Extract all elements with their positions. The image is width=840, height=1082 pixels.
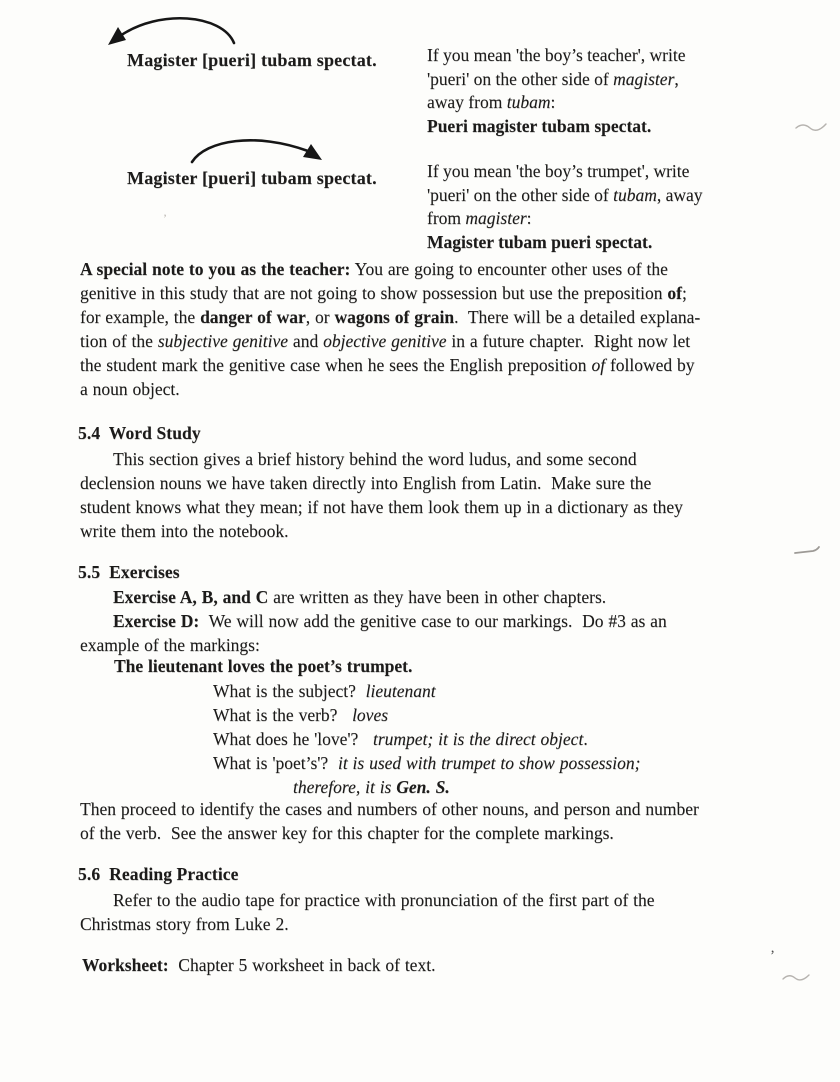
s55-example-sentence — [114, 654, 412, 678]
text-segment: What does he 'love'? — [213, 729, 373, 749]
scan-apostrophe-mark: ’ — [770, 948, 775, 964]
text-segment: genitive in this study that are not going to show possession but use the preposition — [80, 283, 668, 303]
text-segment: Refer to the audio tape for practice with pronunciation of the first part of the — [113, 890, 655, 910]
text-segment: of the verb. See the answer key for this chapter for the complete markings. — [80, 823, 614, 843]
text-segment: Exercise A, B, and C — [113, 587, 269, 607]
text-segment: from — [427, 208, 466, 228]
text-segment: You are going to encounter other uses of the — [350, 259, 668, 279]
text-segment: subjective genitive — [157, 331, 289, 351]
text-segment: of — [667, 283, 682, 303]
text-segment: 'pueri' on the other side of — [427, 184, 614, 205]
text-segment: , away — [656, 184, 703, 205]
text-segment: danger of war — [200, 307, 306, 327]
special-note-paragraph — [80, 257, 700, 401]
explanation-1 — [427, 44, 686, 138]
text-segment: Christmas story from Luke 2. — [80, 914, 289, 934]
text-segment: : — [526, 208, 532, 228]
scan-squiggle-top-right — [795, 118, 829, 134]
s54-line-1 — [80, 447, 683, 471]
qa-subject-line — [213, 679, 640, 703]
text-segment: Exercise D: — [113, 611, 200, 631]
s55-closing-line-1 — [80, 797, 699, 821]
qa-love-line — [213, 727, 640, 751]
latin-sentence-1: Magister [pueri] tubam spectat. — [127, 50, 377, 70]
text-segment: , — [674, 68, 679, 89]
note-line-3 — [80, 305, 700, 329]
explanation-2-line-2 — [427, 184, 703, 208]
text-segment: What is the subject? — [213, 681, 366, 701]
note-line-1 — [80, 257, 700, 281]
explanation-1-line-3 — [427, 91, 686, 115]
qa-conclusion-line — [213, 775, 640, 799]
text-segment: tubam — [506, 92, 551, 112]
text-segment: Then proceed to identify the cases and numbers of other nouns, and person and number — [80, 799, 699, 819]
text-segment: a noun object. — [80, 379, 180, 399]
s54-line-2 — [80, 471, 683, 495]
text-segment: . — [583, 729, 588, 749]
text-segment: tion of the — [80, 331, 158, 351]
note-line-5 — [80, 353, 700, 377]
text-segment: : — [550, 92, 556, 112]
text-segment: A special note to you as the teacher: — [80, 259, 351, 279]
text-segment: in a future chapter. Right now let — [446, 331, 691, 351]
section-5-5-intro — [80, 585, 667, 657]
explanation-2-line-4 — [427, 231, 703, 255]
latin-sentence-2: Magister [pueri] tubam spectat. — [127, 168, 377, 188]
explanation-1-line-1 — [427, 44, 686, 68]
text-segment: therefore, it is — [293, 777, 397, 797]
text-segment: the student mark the genitive case when he sees the English preposition — [80, 355, 592, 375]
text-segment: for example, the — [80, 307, 201, 327]
text-segment: wagons of grain — [334, 307, 455, 327]
explanation-2-line-3 — [427, 207, 703, 231]
section-heading-5-5: 5.5 Exercises — [78, 562, 180, 582]
text-segment: . There will be a detailed explana- — [454, 307, 701, 327]
curved-arrow-to-right-icon — [186, 134, 334, 168]
note-line-6 — [80, 377, 700, 401]
text-segment: followed by — [605, 355, 695, 375]
text-segment: 'pueri' on the other side of — [427, 68, 614, 89]
s55-exercise-abc-line — [80, 585, 667, 609]
s54-line-3 — [80, 495, 683, 519]
qa-verb-line — [213, 703, 640, 727]
curved-arrow-to-left-icon — [104, 12, 244, 54]
text-segment: trumpet; it is the direct object — [372, 729, 584, 749]
explanation-2 — [427, 160, 703, 254]
scan-speck-left: ’ — [163, 211, 167, 225]
text-segment: What is 'poet’s'? — [213, 753, 338, 773]
s56-line-2 — [80, 912, 655, 936]
text-segment: away from — [427, 92, 507, 112]
s55-exercise-d-line — [80, 609, 667, 633]
text-segment: This section gives a brief history behind the word ludus, and some second — [113, 449, 637, 469]
text-segment: lieutenant — [365, 681, 436, 701]
text-segment: loves — [352, 705, 389, 725]
s54-line-4 — [80, 519, 683, 543]
text-segment: of — [591, 355, 606, 375]
text-segment: are written as they have been in other chapters. — [268, 587, 607, 607]
explanation-2-line-1 — [427, 160, 703, 184]
qa-poets-line — [213, 751, 640, 775]
text-segment: Gen. S. — [396, 777, 450, 797]
text-segment: magister — [465, 208, 527, 228]
text-segment: If you mean 'the boy’s trumpet', write — [427, 161, 690, 181]
text-segment: Magister tubam pueri spectat. — [427, 231, 653, 252]
text-segment: objective genitive — [323, 331, 447, 351]
note-line-4 — [80, 329, 700, 353]
section-heading-5-4: 5.4 Word Study — [78, 423, 201, 443]
explanation-1-line-2 — [427, 68, 686, 92]
note-line-2 — [80, 281, 700, 305]
text-segment: declension nouns we have taken directly into English from Latin. Make sure the — [80, 473, 652, 493]
scan-dash-mid-right — [793, 544, 823, 558]
s55-question-answer-list — [213, 679, 640, 799]
text-segment: What is the verb? — [213, 705, 353, 725]
text-segment: The lieutenant loves the poet’s trumpet. — [114, 656, 413, 676]
text-segment: , or — [305, 307, 335, 327]
text-segment: example of the markings: — [80, 635, 260, 655]
text-segment: student knows what they mean; if not have them look them up in a dictionary as they — [80, 497, 683, 517]
text-segment: ; — [681, 283, 687, 303]
text-segment: write them into the notebook. — [80, 521, 289, 541]
section-5-6-paragraph — [80, 888, 655, 936]
text-segment: tubam — [613, 184, 657, 205]
text-segment: magister — [613, 68, 675, 89]
s55-closing-line-2 — [80, 821, 699, 845]
section-5-5-closing — [80, 797, 699, 845]
s56-line-1 — [80, 888, 655, 912]
scan-squiggle-bottom-right — [782, 970, 812, 984]
worksheet-note — [82, 953, 435, 977]
text-segment: Chapter 5 worksheet in back of text. — [168, 955, 436, 975]
explanation-1-line-4 — [427, 115, 686, 139]
text-segment: Pueri magister tubam spectat. — [427, 115, 652, 136]
text-segment: it is used with trumpet to show possession; — [337, 753, 641, 773]
text-segment: If you mean 'the boy’s teacher', write — [427, 45, 686, 65]
section-5-4-paragraph — [80, 447, 683, 543]
text-segment: and — [288, 331, 324, 351]
text-segment: Worksheet: — [82, 955, 169, 975]
text-segment: We will now add the genitive case to our markings. Do #3 as an — [199, 611, 667, 631]
section-heading-5-6: 5.6 Reading Practice — [78, 864, 239, 884]
